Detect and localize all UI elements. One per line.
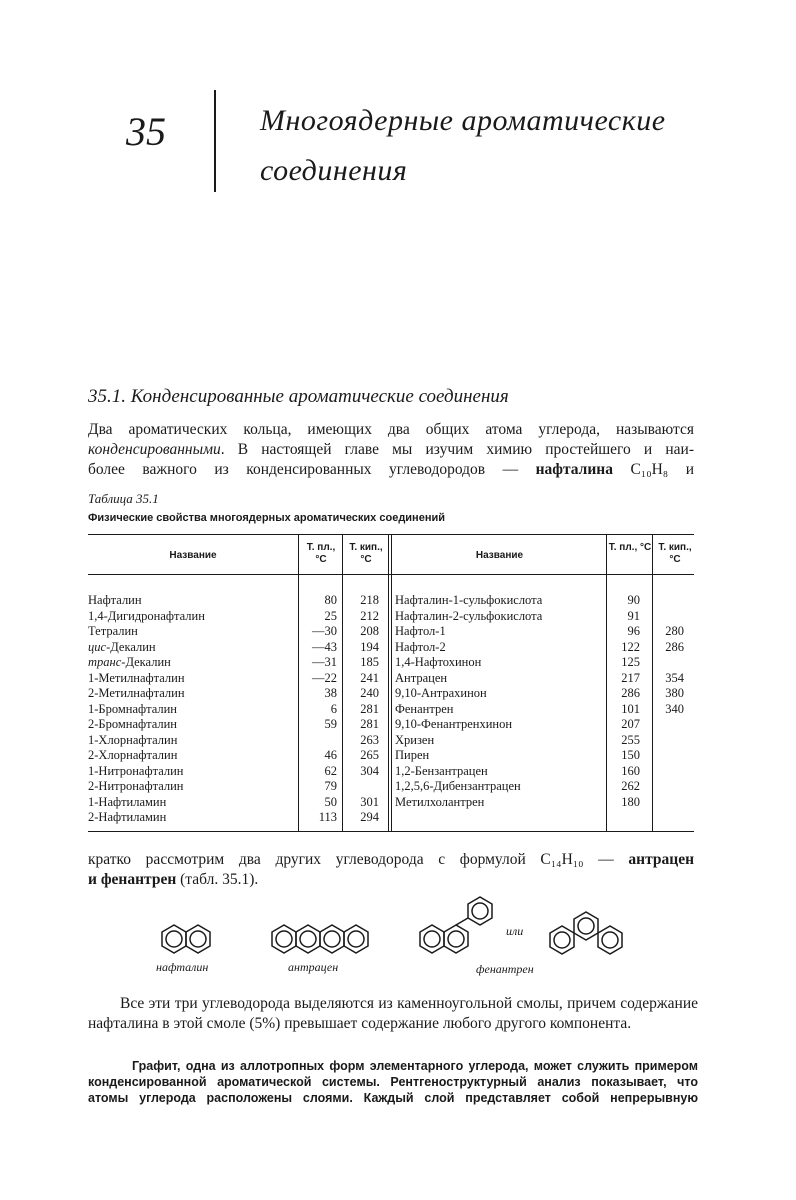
table-cell-bp	[654, 748, 684, 764]
phenanthrene-bold: фенантрен	[100, 871, 177, 888]
anthracene-structure	[272, 925, 368, 953]
table-cell-name: Нафтол-1	[395, 624, 446, 638]
structure-drawings	[150, 888, 650, 988]
left-bp-column	[344, 593, 379, 826]
table-cell-name: 1-Метилнафталин	[88, 670, 185, 685]
table-cell-name: 1,2-Бензантрацен	[395, 763, 488, 778]
label-or: или	[506, 924, 524, 938]
header-bp-left: Т. кип., °С	[349, 542, 383, 565]
table-cell-name: 2-Хлорнафталин	[88, 748, 178, 762]
table-cell-mp: 90	[627, 593, 640, 607]
table-cell-name: Нафталин-2-сульфокислота	[395, 608, 543, 623]
table-bottom-rule	[88, 831, 694, 832]
table-cell-name: 1-Нитронафталин	[88, 763, 184, 778]
table-cell-bp: 304	[360, 763, 379, 778]
table-cell-name: 2-Бромнафталин	[88, 717, 177, 731]
table-cell-bp	[654, 593, 684, 609]
table-cell-bp: 194	[360, 639, 379, 654]
table-cell-mp: 160	[621, 763, 640, 778]
table-cell-mp: 62	[324, 763, 337, 778]
table-cell-mp: 91	[627, 608, 640, 623]
intro-line-1: Два ароматических кольца, имеющих два общих атома углерода, называются	[88, 421, 694, 438]
table-cell-bp	[654, 764, 684, 780]
table-cell-name: 1-Бромнафталин	[88, 701, 177, 716]
table-cell-bp: 380	[665, 686, 684, 700]
table-cell-name: 2-Нитронафталин	[88, 779, 184, 793]
table-cell-mp: 262	[621, 779, 640, 793]
table-cell-bp: 281	[360, 717, 379, 731]
header-bp-right: Т. кип., °С	[658, 542, 692, 565]
table-cell-mp: 286	[621, 686, 640, 700]
section-heading: 35.1. Конденсированные ароматические соединения	[88, 386, 509, 407]
table-caption: Физические свойства многоядерных ароматических соединений	[88, 512, 445, 524]
table-cell-name: 1-Нафтиламин	[88, 794, 167, 809]
naphthalene-structure	[162, 925, 210, 953]
table-cell-mp: 180	[621, 794, 640, 809]
table-cell-name: 2-Нафтиламин	[88, 810, 167, 824]
table-cell-bp: 263	[360, 732, 379, 747]
table-cell-name: 9,10-Антрахинон	[395, 686, 487, 700]
intro-line-2: конденсированными. В настоящей главе мы изучим химию простейшего и наи-	[88, 441, 694, 458]
table-cell-bp: 240	[360, 686, 379, 700]
table-cell-mp: 101	[621, 701, 640, 716]
table-cell-name: Пирен	[395, 748, 430, 762]
table-cell-mp: 217	[621, 670, 640, 685]
table-cell-mp: 207	[621, 717, 640, 731]
table-cell-bp: 286	[665, 639, 684, 654]
sources-paragraph: Все эти три углеводорода выделяются из каменноугольной смолы, причем содержание нафталина в этой смоле (5%) превышает содержание любого другого компонента.	[88, 995, 698, 1032]
table-cell-mp: 113	[318, 810, 337, 824]
properties-table	[88, 534, 694, 836]
table-cell-name: Фенантрен	[395, 701, 454, 716]
table-cell-bp	[344, 779, 379, 795]
table-cell-name: 1,4-Дигидронафталин	[88, 608, 205, 623]
table-cell-bp: 241	[360, 670, 379, 685]
table-cell-bp: 280	[665, 624, 684, 638]
table-cell-mp: 150	[621, 748, 640, 762]
table-cell-mp: 122	[621, 639, 640, 654]
graphite-paragraph: Графит, одна из аллотропных форм элементарного углерода, может служить примером конденсированной ароматической системы. Рентгеноструктурный анализ показывает, что атомы углерода расположены слоями. Каждый слой представляет собой непрерывную	[88, 1059, 698, 1105]
table-cell-name: 9,10-Фенантренхинон	[395, 717, 513, 731]
anthracene-bold: антрацен	[628, 851, 695, 868]
chapter-number: 35	[126, 109, 166, 154]
table-cell-bp	[654, 655, 684, 671]
table-cell-mp: 59	[324, 717, 337, 731]
table-cell-name: Нафталин-1-сульфокислота	[395, 593, 543, 607]
header-name-right: Название	[475, 550, 524, 561]
label-naphthalene: нафталин	[156, 960, 209, 974]
table-cell-mp: 255	[621, 732, 640, 747]
table-cell-bp	[654, 733, 684, 749]
chapter-divider	[214, 90, 216, 192]
table-cell-bp: 340	[665, 701, 684, 716]
table-cell-bp	[654, 779, 684, 795]
table-cell-mp: —22	[312, 670, 337, 685]
structure-figures	[150, 888, 650, 988]
table-cell-name: Нафтол-2	[395, 639, 446, 654]
table-cell-bp	[654, 717, 684, 733]
table-cell-name: Тетралин	[88, 624, 138, 638]
header-mp-right: Т. пл., °С	[608, 542, 652, 553]
table-cell-mp: 79	[324, 779, 337, 793]
table-cell-bp: 208	[360, 624, 379, 638]
naphthalene-formula: C₁₀H₈	[630, 461, 669, 478]
table-cell-mp: —30	[312, 624, 337, 638]
table-cell-mp: 96	[627, 624, 640, 638]
table-label: Таблица 35.1	[88, 491, 159, 506]
table-cell-name: 1,4-Нафтохинон	[395, 655, 482, 669]
table-cell-mp: 25	[324, 608, 337, 623]
right-bp-column	[654, 593, 684, 810]
table-cell-name: 1,2,5,6-Дибензантрацен	[395, 779, 521, 793]
table-cell-bp: 354	[665, 670, 684, 685]
table-cell-name: Хризен	[395, 732, 435, 747]
header-mp-left: Т. пл., °С	[306, 542, 336, 565]
table-cell-mp: —31	[312, 655, 337, 669]
table-cell-mp: 50	[324, 794, 337, 809]
after-line-1: кратко рассмотрим два других углеводорода с формулой C₁₄H₁₀ — антрацен	[88, 851, 695, 868]
table-cell-mp: 38	[324, 686, 337, 700]
left-mp-column	[300, 593, 337, 826]
table-cell-bp: 301	[360, 794, 379, 809]
right-mp-column	[608, 593, 640, 810]
right-names-column	[395, 593, 605, 810]
after-table-paragraph	[88, 850, 694, 890]
left-names-column	[88, 593, 296, 826]
table-cell-bp: 185	[360, 655, 379, 669]
table-cell-name: транс-Декалин	[88, 655, 171, 669]
table-cell-name: 2-Метилнафталин	[88, 686, 185, 700]
table-cell-bp	[654, 609, 684, 625]
table-cell-bp: 281	[360, 701, 379, 716]
term-condensed: конденсированными	[88, 441, 221, 458]
table-cell-bp	[654, 795, 684, 811]
table-cell-bp: 294	[360, 810, 379, 824]
header-name-left: Название	[169, 550, 217, 561]
intro-line-3: более важного из конденсированных углеводородов — нафталина C₁₀H₈ и	[88, 461, 694, 478]
table-cell-mp	[300, 733, 337, 749]
table-cell-mp: 125	[621, 655, 640, 669]
table-cell-name: Антрацен	[395, 670, 448, 685]
table-cell-name: Метилхолантрен	[395, 794, 485, 809]
table-cell-mp: 80	[324, 593, 337, 607]
label-phenanthrene: фенантрен	[476, 962, 534, 976]
after-line-2: и фенантрен (табл. 35.1).	[88, 871, 259, 888]
table-cell-mp: 6	[330, 701, 337, 716]
table-cell-bp: 218	[360, 593, 379, 607]
phenanthrene-structure-b	[550, 912, 622, 954]
table-cell-bp: 265	[360, 748, 379, 762]
table-cell-bp: 212	[360, 608, 379, 623]
table-cell-name: 1-Хлорнафталин	[88, 732, 178, 747]
naphthalene-bold: нафталина	[535, 461, 613, 478]
label-anthracene: антрацен	[288, 960, 339, 974]
chapter-title: Многоядерные ароматические соединения	[260, 104, 666, 187]
intro-paragraph	[88, 420, 694, 480]
table-cell-mp: —43	[312, 639, 337, 654]
table-cell-mp: 46	[324, 748, 337, 762]
phenanthrene-structure-a	[420, 897, 492, 953]
table-cell-name: Нафталин	[88, 593, 142, 607]
table-cell-name: цис-Декалин	[88, 639, 156, 654]
